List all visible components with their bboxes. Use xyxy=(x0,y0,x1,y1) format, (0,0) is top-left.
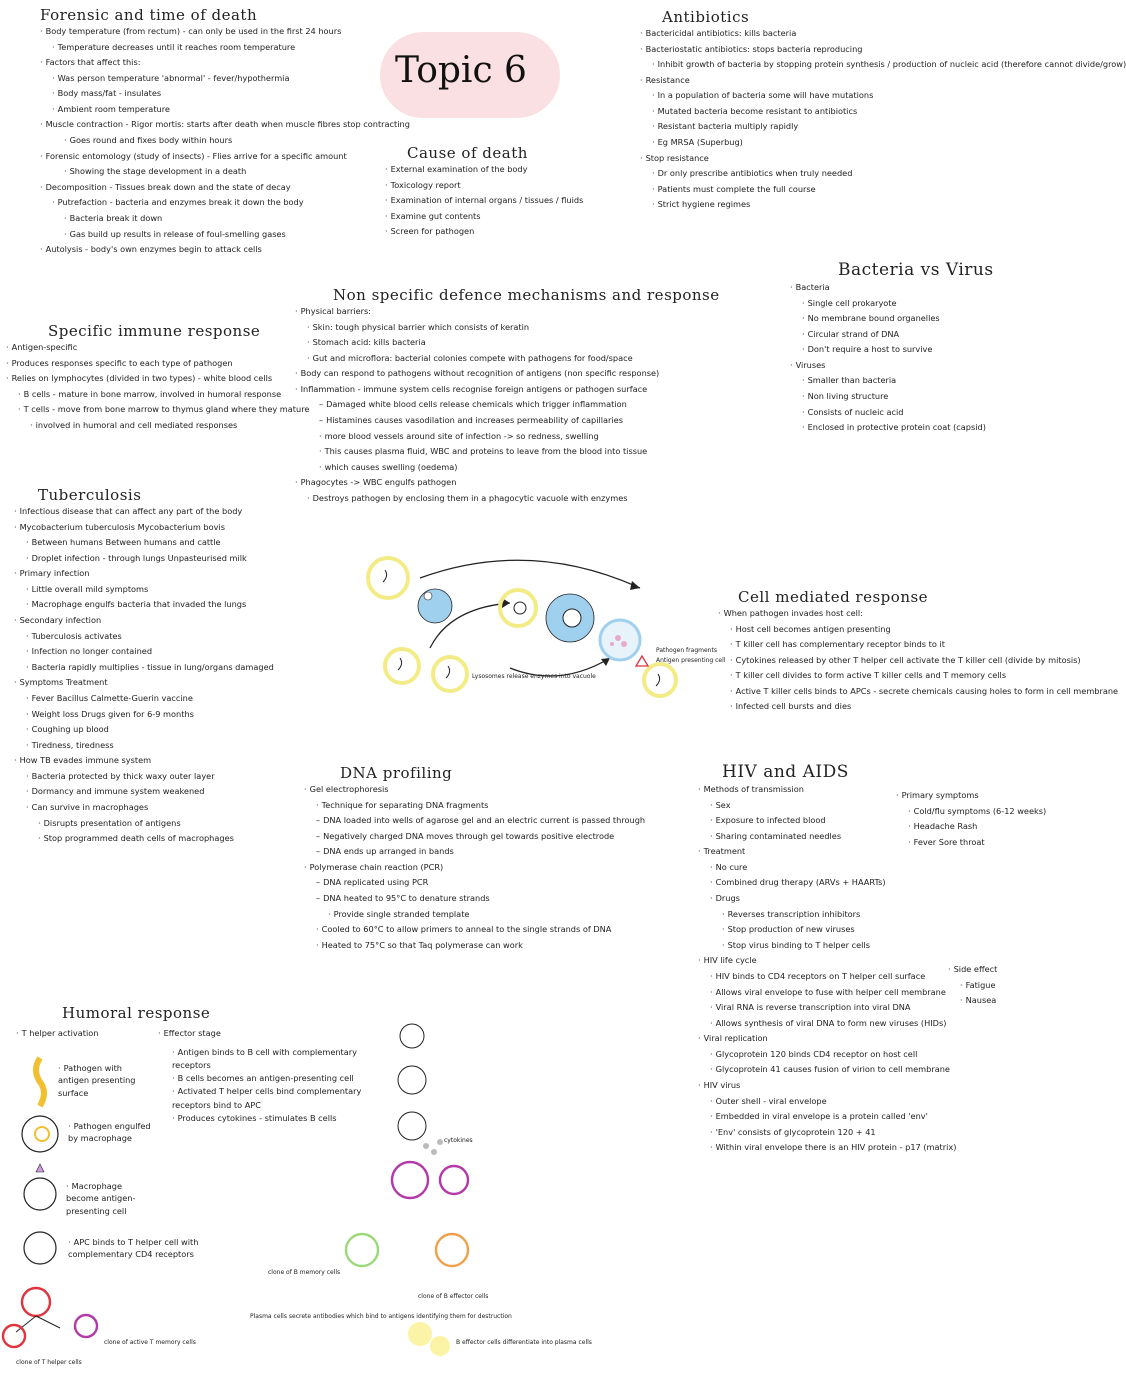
list-item: · Toxicology report xyxy=(385,178,583,194)
label-apc: Antigen presenting cell xyxy=(656,657,726,664)
list-item: · Treatment xyxy=(698,844,956,860)
list-item: · Stop programmed death cells of macrophages xyxy=(14,831,274,847)
list-item: · Methods of transmission xyxy=(698,782,956,798)
list-item: · Active T killer cells binds to APCs - secrete chemicals causing holes to form in cell membrane xyxy=(718,684,1118,700)
list-item: · Infection no longer contained xyxy=(14,644,274,660)
list-item: · Dr only prescribe antibiotics when truly needed xyxy=(640,166,1126,182)
list-item: · Bacteria rapidly multiplies - tissue in lung/organs damaged xyxy=(14,660,274,676)
list-item: · No membrane bound organelles xyxy=(790,311,994,327)
list-item: · T killer cell has complementary receptor binds to it xyxy=(718,637,1118,653)
list-item: · Disrupts presentation of antigens xyxy=(14,816,274,832)
list-item: · Showing the stage development in a death xyxy=(40,164,410,180)
section-specific xyxy=(6,322,309,433)
list-item: · Resistant bacteria multiply rapidly xyxy=(640,119,1126,135)
list-item: · Host cell becomes antigen presenting xyxy=(718,622,1118,638)
arrow-top xyxy=(420,560,640,590)
list-item: · involved in humoral and cell mediated responses xyxy=(6,418,309,434)
b-cell-1 xyxy=(400,1024,424,1048)
macrophage-cell xyxy=(22,1116,58,1152)
list-item: · Relies on lymphocytes (divided in two types) - white blood cells xyxy=(6,371,309,387)
list-item: · Stop resistance xyxy=(640,151,1126,167)
plasma-cells xyxy=(408,1322,450,1356)
label-cytokines: cytokines xyxy=(444,1137,473,1144)
list-item: · Body temperature (from rectum) - can only be used in the first 24 hours xyxy=(40,24,410,40)
list-side-effects xyxy=(948,962,997,1009)
label-lysosomes: Lysosomes release enzymes into vacuole xyxy=(472,673,596,680)
list-item: · Produces responses specific to each type of pathogen xyxy=(6,356,309,372)
list-item: · No cure xyxy=(698,860,956,876)
heading-cell-mediated: Cell mediated response xyxy=(738,588,929,606)
cell-5-yellow xyxy=(385,649,419,683)
t-helper-clones xyxy=(3,1288,97,1347)
list-item: · Strict hygiene regimes xyxy=(640,197,1126,213)
list-item: – Damaged white blood cells release chemicals which trigger inflammation xyxy=(295,397,720,413)
b-cell-purple xyxy=(392,1162,468,1198)
cytokine-dots xyxy=(423,1139,443,1155)
list-item: · Embedded in viral envelope is a protein called 'env' xyxy=(698,1109,956,1125)
cell-1-yellow xyxy=(368,558,408,598)
list-item: · Dormancy and immune system weakened xyxy=(14,784,274,800)
humoral-left-4: · APC binds to T helper cell with complementary CD4 receptors xyxy=(68,1236,228,1261)
list-item: · T cells - move from bone marrow to thymus gland where they mature xyxy=(6,402,309,418)
heading-bacteria-virus: Bacteria vs Virus xyxy=(838,260,994,280)
list-item: · Inflammation - immune system cells recognise foreign antigens or pathogen surface xyxy=(295,382,720,398)
apc-bind-t-helper xyxy=(24,1232,56,1264)
list-item: · Tuberculosis activates xyxy=(14,629,274,645)
list-item: · Factors that affect this: xyxy=(40,55,410,71)
list-item: · Allows viral envelope to fuse with helper cell membrane xyxy=(698,985,956,1001)
list-item: · Symptoms Treatment xyxy=(14,675,274,691)
list-tuberculosis xyxy=(14,504,274,847)
list-item: · Gut and microflora: bacterial colonies compete with pathogens for food/space xyxy=(295,351,720,367)
list-item: · Inhibit growth of bacteria by stopping protein synthesis / production of nucleic acid (therefore cannot divide/grow) xyxy=(640,57,1126,73)
humoral-diagram xyxy=(0,1016,592,1394)
list-item: · Destroys pathogen by enclosing them in a phagocytic vacuole with enzymes xyxy=(295,491,720,507)
list-item: · Forensic entomology (study of insects) - Flies arrive for a specific amount xyxy=(40,149,410,165)
b-effector-clone xyxy=(436,1234,468,1266)
list-item: · Sex xyxy=(698,798,956,814)
list-item: · Stop production of new viruses xyxy=(698,922,956,938)
list-item: · Within viral envelope there is an HIV protein - p17 (matrix) xyxy=(698,1140,956,1156)
list-item: · Bactericidal antibiotics: kills bacteria xyxy=(640,26,1126,42)
list-item: · Bacteria protected by thick waxy outer layer xyxy=(14,769,274,785)
list-item: · Eg MRSA (Superbug) xyxy=(640,135,1126,151)
list-item: · Antigen-specific xyxy=(6,340,309,356)
list-item: · Nausea xyxy=(948,993,997,1009)
list-item: – DNA replicated using PCR xyxy=(304,875,645,891)
list-item: · HIV virus xyxy=(698,1078,956,1094)
section-cell-mediated xyxy=(718,588,1118,715)
section-tuberculosis xyxy=(14,486,274,847)
list-item: · 'Env' consists of glycoprotein 120 + 41 xyxy=(698,1125,956,1141)
list-item: · Glycoprotein 120 binds CD4 receptor on host cell xyxy=(698,1047,956,1063)
humoral-left-3: · Macrophage become antigen-presenting cell xyxy=(66,1180,156,1217)
list-item: · which causes swelling (oedema) xyxy=(295,460,720,476)
list-item: · Screen for pathogen xyxy=(385,224,583,240)
list-item: · Macrophage engulfs bacteria that invaded the lungs xyxy=(14,597,274,613)
list-item: · Viruses xyxy=(790,358,994,374)
humoral-left-2: · Pathogen engulfed by macrophage xyxy=(68,1120,158,1145)
humoral-left-1: · Pathogen with antigen presenting surface xyxy=(58,1062,148,1099)
label-effector-diff: B effector cells differentiate into plasma cells xyxy=(456,1339,592,1346)
heading-specific: Specific immune response xyxy=(48,322,261,340)
list-item: · Combined drug therapy (ARVs + HAARTs) xyxy=(698,875,956,891)
humoral-right-1: · Antigen binds to B cell with complementary receptors xyxy=(172,1046,372,1072)
list-item: · Phagocytes -> WBC engulfs pathogen xyxy=(295,475,720,491)
list-item: – DNA loaded into wells of agarose gel and an electric current is passed through xyxy=(304,813,645,829)
list-item: · Heated to 75°C so that Taq polymerase can work xyxy=(304,938,645,954)
list-item: · B cells - mature in bone marrow, involved in humoral response xyxy=(6,387,309,403)
section-side-effects xyxy=(948,962,997,1009)
list-item: · Can survive in macrophages xyxy=(14,800,274,816)
list-item: · Enclosed in protective protein coat (capsid) xyxy=(790,420,994,436)
label-plasma: Plasma cells secrete antibodies which bind to antigens identifying them for destruction xyxy=(250,1313,512,1320)
list-item: · Body can respond to pathogens without recognition of antigens (non specific response) xyxy=(295,366,720,382)
cell-3-vacuole xyxy=(546,594,594,642)
section-hiv-symptoms xyxy=(896,788,1046,850)
list-item: · Body mass/fat - insulates xyxy=(40,86,410,102)
list-item: · Cooled to 60°C to allow primers to anneal to the single strands of DNA xyxy=(304,922,645,938)
list-item: · Droplet infection - through lungs Unpasteurised milk xyxy=(14,551,274,567)
list-item: · Primary symptoms xyxy=(896,788,1046,804)
list-item: · Weight loss Drugs given for 6-9 months xyxy=(14,707,274,723)
list-item: · T killer cell divides to form active T killer cells and T memory cells xyxy=(718,668,1118,684)
list-item: · Polymerase chain reaction (PCR) xyxy=(304,860,645,876)
heading-tuberculosis: Tuberculosis xyxy=(38,486,142,504)
list-item: · Cytokines released by other T helper cell activate the T killer cell (divide by mitosis) xyxy=(718,653,1118,669)
list-item: · Goes round and fixes body within hours xyxy=(40,133,410,149)
list-item: · Non living structure xyxy=(790,389,994,405)
list-item: · Viral replication xyxy=(698,1031,956,1047)
list-item: · Bacteria break it down xyxy=(40,211,410,227)
list-item: · Outer shell - viral envelope xyxy=(698,1094,956,1110)
phagocytosis-diagram xyxy=(360,548,726,708)
list-item: · Was person temperature 'abnormal' - fever/hypothermia xyxy=(40,71,410,87)
list-item: · Infectious disease that can affect any part of the body xyxy=(14,504,274,520)
list-item: · Stop virus binding to T helper cells xyxy=(698,938,956,954)
section-nonspecific xyxy=(295,286,720,507)
section-bacteria-virus xyxy=(790,260,994,436)
list-item: · External examination of the body xyxy=(385,162,583,178)
b-cell-3 xyxy=(398,1112,426,1140)
list-item: · In a population of bacteria some will have mutations xyxy=(640,88,1126,104)
label-clone-memory: clone of B memory cells xyxy=(268,1269,341,1276)
list-item: · Cold/flu symptoms (6-12 weeks) xyxy=(896,804,1046,820)
label-clone-t: clone of T helper cells xyxy=(16,1359,82,1366)
humoral-right-4: · Produces cytokines - stimulates B cells xyxy=(172,1112,372,1125)
heading-forensic: Forensic and time of death xyxy=(40,6,258,24)
heading-dna-profiling: DNA profiling xyxy=(340,764,453,782)
list-item: · Patients must complete the full course xyxy=(640,182,1126,198)
list-item: · Primary infection xyxy=(14,566,274,582)
list-item: · Sharing contaminated needles xyxy=(698,829,956,845)
list-item: – Negatively charged DNA moves through gel towards positive electrode xyxy=(304,829,645,845)
list-dna-profiling xyxy=(304,782,645,953)
list-item: · Fatigue xyxy=(948,978,997,994)
list-item: · Side effect xyxy=(948,962,997,978)
list-hiv-symptoms xyxy=(896,788,1046,850)
list-item: · Resistance xyxy=(640,73,1126,89)
cell-4-lysosome xyxy=(600,620,640,660)
page-title: Topic 6 xyxy=(395,50,527,91)
list-item: · Glycoprotein 41 causes fusion of virion to cell membrane xyxy=(698,1062,956,1078)
list-item: · Exposure to infected blood xyxy=(698,813,956,829)
heading-cause: Cause of death xyxy=(407,144,528,162)
list-item: – Histamines causes vasodilation and increases permeability of capillaries xyxy=(295,413,720,429)
cell-2-yellow xyxy=(500,590,536,626)
list-item: · Little overall mild symptoms xyxy=(14,582,274,598)
heading-antibiotics: Antibiotics xyxy=(662,8,750,26)
b-cell-2 xyxy=(398,1066,426,1094)
list-item: · Reverses transcription inhibitors xyxy=(698,907,956,923)
list-item: · HIV binds to CD4 receptors on T helper cell surface xyxy=(698,969,956,985)
list-item: · Examine gut contents xyxy=(385,209,583,225)
label-clone-effector: clone of B effector cells xyxy=(418,1293,489,1300)
list-forensic xyxy=(40,24,410,258)
list-item: · Ambient room temperature xyxy=(40,102,410,118)
b-memory-clone xyxy=(346,1234,378,1266)
list-item: · Gel electrophoresis xyxy=(304,782,645,798)
apc-macrophage xyxy=(24,1164,56,1210)
list-item: · Fever Sore throat xyxy=(896,835,1046,851)
section-forensic xyxy=(40,6,410,258)
list-item: · Consists of nucleic acid xyxy=(790,405,994,421)
list-item: · Bacteria xyxy=(790,280,994,296)
list-item: · Viral RNA is reverse transcription into viral DNA xyxy=(698,1000,956,1016)
list-item: · Stomach acid: kills bacteria xyxy=(295,335,720,351)
list-item: · Provide single stranded template xyxy=(304,907,645,923)
list-item: · Single cell prokaryote xyxy=(790,296,994,312)
heading-humoral: Humoral response xyxy=(62,1004,211,1022)
section-antibiotics xyxy=(640,8,1126,213)
pathogen-blue xyxy=(418,589,452,623)
list-item: · Tiredness, tiredness xyxy=(14,738,274,754)
list-item: · Mycobacterium tuberculosis Mycobacterium bovis xyxy=(14,520,274,536)
list-antibiotics xyxy=(640,26,1126,213)
list-item: · Fever Bacillus Calmette-Guerin vaccine xyxy=(14,691,274,707)
list-item: · Muscle contraction - Rigor mortis: starts after death when muscle fibres stop contracting xyxy=(40,117,410,133)
list-item: · Secondary infection xyxy=(14,613,274,629)
list-item: · Circular strand of DNA xyxy=(790,327,994,343)
list-cause xyxy=(385,162,583,240)
heading-hiv: HIV and AIDS xyxy=(722,762,849,782)
humoral-right-3: · Activated T helper cells bind complementary receptors bind to APC xyxy=(172,1085,372,1111)
section-dna-profiling xyxy=(304,764,645,953)
humoral-right-2: · B cells becomes an antigen-presenting cell xyxy=(172,1072,372,1085)
list-item: · HIV life cycle xyxy=(698,953,956,969)
heading-nonspecific: Non specific defence mechanisms and response xyxy=(333,286,720,304)
label-fragments: Pathogen fragments xyxy=(656,647,717,654)
list-cell-mediated xyxy=(718,606,1118,715)
label-active-t: clone of active T memory cells xyxy=(104,1339,196,1346)
humoral-left-title-text: · T helper activation xyxy=(16,1026,98,1042)
list-item: · Mutated bacteria become resistant to antibiotics xyxy=(640,104,1126,120)
list-item: · Autolysis - body's own enzymes begin to attack cells xyxy=(40,242,410,258)
list-item: · Allows synthesis of viral DNA to form new viruses (HIDs) xyxy=(698,1016,956,1032)
list-item: · Headache Rash xyxy=(896,819,1046,835)
list-item: · Drugs xyxy=(698,891,956,907)
list-item: – DNA heated to 95°C to denature strands xyxy=(304,891,645,907)
humoral-right-title-text: · Effector stage xyxy=(158,1026,221,1042)
list-item: · Bacteriostatic antibiotics: stops bacteria reproducing xyxy=(640,42,1126,58)
list-item: · Infected cell bursts and dies xyxy=(718,699,1118,715)
list-item: – DNA ends up arranged in bands xyxy=(304,844,645,860)
list-item: · Putrefaction - bacteria and enzymes break it down the body xyxy=(40,195,410,211)
list-item: · Gas build up results in release of foul-smelling gases xyxy=(40,227,410,243)
list-item: · Technique for separating DNA fragments xyxy=(304,798,645,814)
list-item: · Between humans Between humans and cattle xyxy=(14,535,274,551)
list-item: · Physical barriers: xyxy=(295,304,720,320)
list-nonspecific xyxy=(295,304,720,507)
list-item: · Examination of internal organs / tissues / fluids xyxy=(385,193,583,209)
list-item: · Don't require a host to survive xyxy=(790,342,994,358)
list-specific xyxy=(6,340,309,433)
list-item: · Temperature decreases until it reaches room temperature xyxy=(40,40,410,56)
list-item: · Skin: tough physical barrier which consists of keratin xyxy=(295,320,720,336)
list-item: · This causes plasma fluid, WBC and proteins to leave from the blood into tissue xyxy=(295,444,720,460)
list-item: · Decomposition - Tissues break down and the state of decay xyxy=(40,180,410,196)
list-bacteria-virus xyxy=(790,280,994,436)
pathogen-yellow-icon xyxy=(36,1058,44,1106)
list-item: · Smaller than bacteria xyxy=(790,373,994,389)
list-item: · How TB evades immune system xyxy=(14,753,274,769)
list-item: · Coughing up blood xyxy=(14,722,274,738)
list-item: · more blood vessels around site of infection -> so redness, swelling xyxy=(295,429,720,445)
section-cause xyxy=(385,144,583,240)
cell-6-yellow xyxy=(433,657,467,691)
list-item: · When pathogen invades host cell: xyxy=(718,606,1118,622)
